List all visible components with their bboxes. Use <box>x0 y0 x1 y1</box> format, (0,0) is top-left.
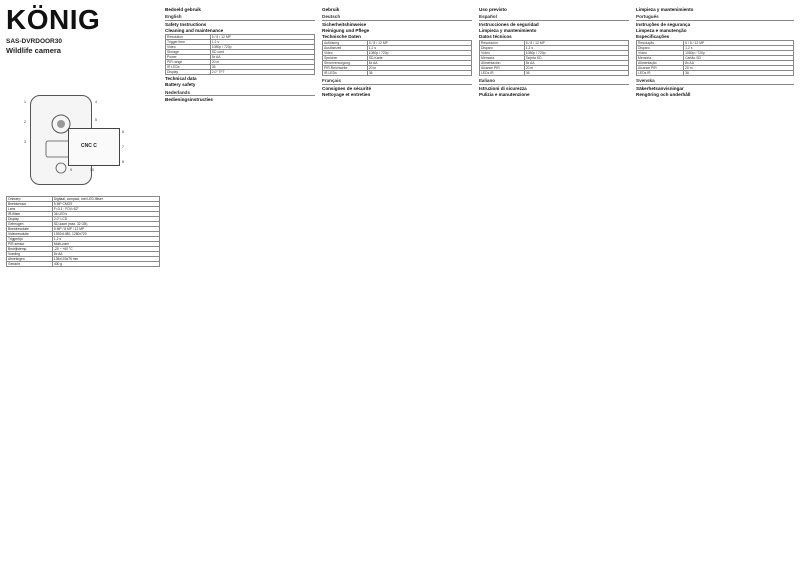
spec-cell: Bedrijfstemp. <box>7 247 53 252</box>
col4-text-2: Especificações <box>636 34 670 40</box>
spec-cell: Lens <box>7 207 53 212</box>
callout-4: 4 <box>95 100 97 104</box>
col3-lang-2: Italiano <box>479 79 629 84</box>
col2-text-5: Nettoyage et entretien <box>322 92 371 98</box>
col2-table-cell: 1080p / 720p <box>367 51 471 56</box>
col4-table-cell: 1080p / 720p <box>684 51 794 56</box>
spec-cell: 2.0" LCD <box>52 217 159 222</box>
col3-text-2: Datos técnicos <box>479 34 512 40</box>
spec-cell: Ontwerp <box>7 197 53 202</box>
col4-table-cell: Resolução <box>637 41 684 46</box>
col3-table-cell: 5 / 8 / 12 MP <box>524 41 628 46</box>
col4-table-cell: 1,2 s <box>684 46 794 51</box>
col1-table-cell: 8x AA <box>210 55 314 60</box>
col2-table-cell: PIR-Reichweite <box>323 66 368 71</box>
col1-table-cell: 5 / 8 / 12 MP <box>210 35 314 40</box>
col2-table-cell: Video <box>323 51 368 56</box>
col2-table-cell: 5 / 8 / 12 MP <box>367 41 471 46</box>
col3-text-0: Instrucciones de seguridad <box>479 21 539 27</box>
col2-table-cell: 20 m <box>367 66 471 71</box>
col2-table-cell: Speicher <box>323 56 368 61</box>
spec-cell: Beeldresolutie <box>7 227 53 232</box>
model-number: SAS-DVRDOOR30 <box>6 38 62 45</box>
spec-cell: Triggertijd <box>7 237 53 242</box>
spec-cell: 8x AA <box>52 252 159 257</box>
col4-heading: Limpieza y mantenimiento <box>636 7 694 12</box>
col1-table-cell: 36 <box>210 65 314 70</box>
col1-heading: Bedoeld gebruik <box>165 7 201 12</box>
spec-cell: Videoresolutie <box>7 232 53 237</box>
col4-text-4: Säkerhetsanvisningar <box>636 85 684 91</box>
col1-text-0: Safety Instructions <box>165 21 207 27</box>
col4-table-cell: Disparo <box>637 46 684 51</box>
spec-cell: IR-flitser <box>7 212 53 217</box>
col1-text-1: Cleaning and maintenance <box>165 27 224 33</box>
col2-heading: Gebruik <box>322 7 340 12</box>
col3-lang: Español <box>479 15 629 20</box>
spec-cell: Beeldsensor <box>7 202 53 207</box>
col1-table-cell: Display <box>166 70 211 75</box>
col1-table-cell: 1.2 s <box>210 40 314 45</box>
spec-cell: Gewicht <box>7 262 53 267</box>
col2-table-cell: IR-LEDs <box>323 71 368 76</box>
col1-table-cell: Storage <box>166 50 211 55</box>
col1-table-cell: Power <box>166 55 211 60</box>
col3-table-row <box>480 71 629 76</box>
lcd-readout: CNC C <box>81 143 97 149</box>
col1-table-cell: Resolution <box>166 35 211 40</box>
spec-cell: 135x103x75 mm <box>52 257 159 262</box>
col2-text-0: Sicherheitshinweise <box>322 21 367 27</box>
col3-table-cell: Vídeo <box>480 51 525 56</box>
spec-cell: -20 ~ +60 °C <box>52 247 159 252</box>
col3-heading: Uso previsto <box>479 7 507 12</box>
col3-table-cell: Disparo <box>480 46 525 51</box>
col3-table-cell: Tarjeta SD <box>524 56 628 61</box>
col3-table-cell: Memoria <box>480 56 525 61</box>
col2-lang: Deutsch <box>322 15 472 20</box>
callout-6: 6 <box>122 130 124 134</box>
col2-table-cell: SD-Karte <box>367 56 471 61</box>
col2-table-cell: Auflösung <box>323 41 368 46</box>
col3-table-cell: Resolución <box>480 41 525 46</box>
col2-table-cell: 8x AA <box>367 61 471 66</box>
spec-cell: 5 MP / 8 MP / 12 MP <box>52 227 159 232</box>
callout-2: 2 <box>24 120 26 124</box>
col3-table-cell: 8x AA <box>524 61 628 66</box>
col4-table-cell: 36 <box>684 71 794 76</box>
col2-table-cell: Auslösezeit <box>323 46 368 51</box>
col2-table-cell: Stromversorgung <box>323 61 368 66</box>
spec-cell: 36 LED's <box>52 212 159 217</box>
callout-3: 3 <box>24 140 26 144</box>
col2-table-cell: 36 <box>367 71 471 76</box>
col1-table-cell: Video <box>166 45 211 50</box>
col1-table-cell: Trigger time <box>166 40 211 45</box>
col1-table-row <box>166 70 315 75</box>
col1-table-cell: 2.0" TFT <box>210 70 314 75</box>
col4-lang-2: Svenska <box>636 79 794 84</box>
callout-1: 1 <box>24 100 26 104</box>
col2-table-cell: 1,2 s <box>367 46 471 51</box>
col2-lang-2: Français <box>322 79 472 84</box>
col1-text-4: Technical data <box>165 76 197 82</box>
column-2 <box>322 6 472 98</box>
col1-table-cell: PIR range <box>166 60 211 65</box>
col3-text-1: Limpieza y mantenimiento <box>479 27 537 33</box>
spec-cell: Digitaal, compact, met LED-flitser <box>52 197 159 202</box>
spec-cell: F=3.1 ; FOV=52° <box>52 207 159 212</box>
spec-cell: PIR-sensor <box>7 242 53 247</box>
col4-table-cell: Memória <box>637 56 684 61</box>
product-subtitle: Wildlife camera <box>6 46 61 55</box>
spec-cell: Multi-zone <box>52 242 159 247</box>
col3-text-5: Pulizia e manutenzione <box>479 92 530 98</box>
col2-text-1: Reinigung und Pflege <box>322 27 370 33</box>
spec-cell: Voeding <box>7 252 53 257</box>
header <box>6 6 146 55</box>
column-4 <box>636 6 794 98</box>
col4-table-cell: Cartão SD <box>684 56 794 61</box>
spec-cell: 5 MP CMOS <box>52 202 159 207</box>
callout-7: 7 <box>122 145 124 149</box>
col1-table-cell: 20 m <box>210 60 314 65</box>
col1-table-cell: SD card <box>210 50 314 55</box>
col3-table-cell: LEDs IR <box>480 71 525 76</box>
col1-table-cell: IR LEDs <box>166 65 211 70</box>
col4-lang: Português <box>636 15 794 20</box>
col3-table-cell: Alimentación <box>480 61 525 66</box>
col4-table-cell: 20 m <box>684 66 794 71</box>
spec-cell: Geheugen <box>7 222 53 227</box>
col4-table-cell: LEDs IR <box>637 71 684 76</box>
col1-text-5: Battery safety <box>165 82 196 88</box>
callout-5: 5 <box>95 118 97 122</box>
callout-8: 8 <box>122 160 124 164</box>
column-3 <box>479 6 629 98</box>
spec-cell: 1,2 s <box>52 237 159 242</box>
col4-table-cell: Alimentação <box>637 61 684 66</box>
col3-table-cell: 1080p / 720p <box>524 51 628 56</box>
col3-table-cell: Alcance PIR <box>480 66 525 71</box>
col1-table-cell: 1080p / 720p <box>210 45 314 50</box>
col4-table-cell: 5 / 8 / 12 MP <box>684 41 794 46</box>
spec-cell: 1920x1080, 1280x720 <box>52 232 159 237</box>
col4-text-0: Instruções de segurança <box>636 21 691 27</box>
col1-text-3: Bedieningsinstructies <box>165 97 213 103</box>
col4-table-cell: Alcance PIR <box>637 66 684 71</box>
spec-cell: SD-kaart (max. 32 GB) <box>52 222 159 227</box>
col1-lang-2: Nederlands <box>165 91 315 96</box>
spec-table-left <box>6 195 160 269</box>
col3-table-cell: 36 <box>524 71 628 76</box>
col4-table-cell: Vídeo <box>637 51 684 56</box>
col3-text-4: Istruzioni di sicurezza <box>479 85 527 91</box>
col2-text-2: Technische Daten <box>322 34 361 40</box>
spec-row <box>7 262 160 267</box>
lcd-illustration <box>68 128 120 166</box>
col3-table-cell: 20 m <box>524 66 628 71</box>
col2-text-4: Consignes de sécurité <box>322 85 372 91</box>
column-1 <box>165 6 315 103</box>
callout-9: 9 <box>70 168 72 172</box>
callout-10: 10 <box>90 168 94 172</box>
col1-lang: English <box>165 15 315 20</box>
col4-text-5: Rengöring och underhåll <box>636 92 691 98</box>
spec-cell: 400 g <box>52 262 159 267</box>
brand-logo: KÖNIG <box>6 4 101 35</box>
col4-text-1: Limpeza e manutenção <box>636 27 687 33</box>
spec-cell: Display <box>7 217 53 222</box>
col3-table-cell: 1,2 s <box>524 46 628 51</box>
col4-table-cell: 8x AA <box>684 61 794 66</box>
col2-table-row <box>323 71 472 76</box>
spec-cell: Afmetingen <box>7 257 53 262</box>
col4-table-row <box>637 71 794 76</box>
